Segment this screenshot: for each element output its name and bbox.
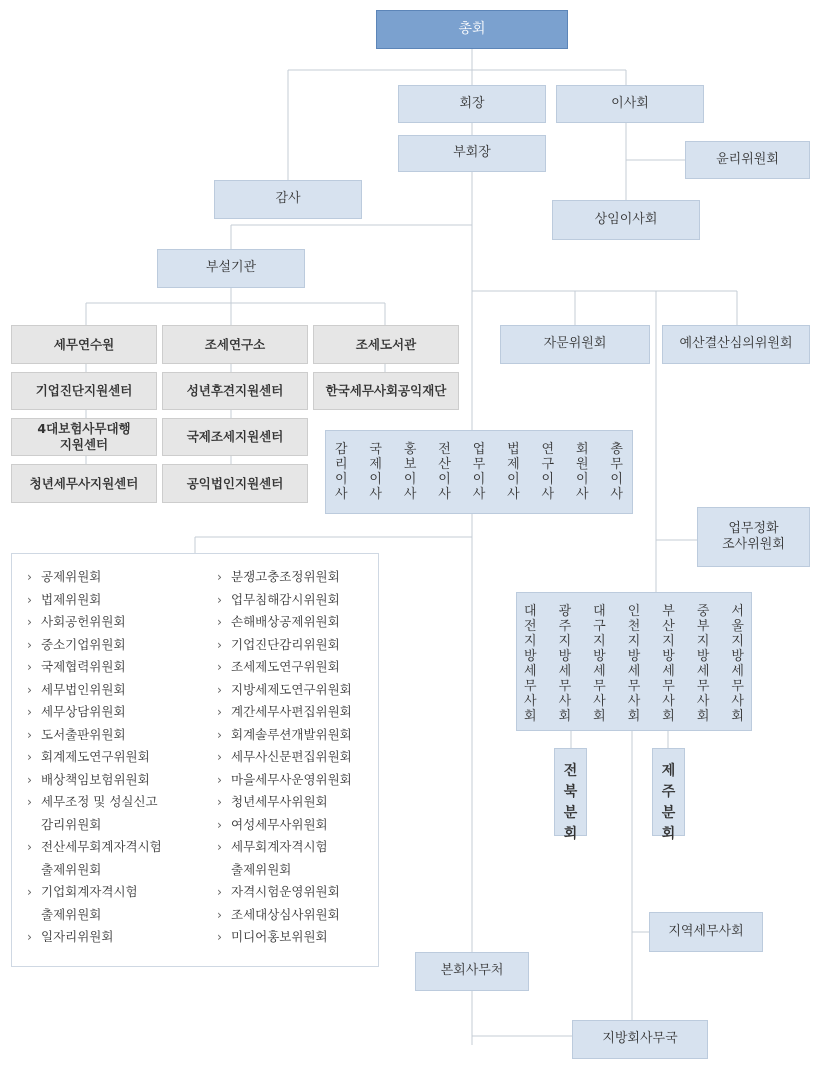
regional-office-box[interactable]	[572, 1020, 708, 1059]
vertical-label: 대 구 지 방 세 무 사 회	[593, 604, 606, 724]
institution-box[interactable]	[162, 464, 308, 503]
institution-label: 세무연수원	[53, 336, 115, 352]
committee-item[interactable]: › 계간세무사편집위원회	[217, 701, 352, 724]
standing-board-label: 상임이사회	[594, 211, 658, 227]
vertical-label: 광 주 지 방 세 무 사 회	[558, 604, 572, 724]
institution-label: 조세도서관	[355, 336, 417, 352]
committee-item[interactable]: › 세무상담위원회	[27, 701, 162, 724]
auditor-box[interactable]	[214, 180, 362, 219]
committee-item[interactable]: › 도서출판위원회	[27, 724, 162, 747]
assembly-label: 총회	[458, 20, 486, 37]
board-label: 이사회	[611, 95, 649, 111]
inspection-label: 업무정화 조사위원회	[722, 520, 785, 552]
auditor-label: 감사	[275, 191, 301, 207]
committee-item[interactable]: › 지방세제도연구위원회	[217, 679, 352, 702]
institution-label: 성년후견지원센터	[186, 383, 284, 399]
vertical-label: 서 울 지 방 세 무 사 회	[731, 604, 744, 724]
head-office-label: 본회사무처	[440, 963, 504, 979]
committee-item[interactable]: › 분쟁고충조정위원회	[217, 566, 352, 589]
vertical-label: 업 무 이 사	[472, 442, 486, 502]
vertical-label: 감 리 이 사	[335, 442, 348, 502]
branch-box-jeonbuk[interactable]	[554, 748, 587, 842]
vertical-label: 중 부 지 방 세 무 사 회	[696, 604, 710, 724]
vertical-label: 제 주 분 회	[661, 763, 676, 842]
committee-item[interactable]: › 마을세무사운영위원회	[217, 769, 352, 792]
vertical-label: 인 천 지 방 세 무 사 회	[627, 604, 641, 724]
institution-label: 공익법인지원센터	[186, 475, 284, 491]
committee-item[interactable]: › 기업진단감리위원회	[217, 634, 352, 657]
institution-box[interactable]	[11, 418, 157, 456]
institution-label: 4대보험사무대행 지원센터	[37, 421, 131, 452]
institution-box[interactable]	[162, 325, 308, 364]
institution-box[interactable]	[313, 325, 459, 364]
advisory-committee-box[interactable]	[500, 325, 650, 364]
institution-box[interactable]	[313, 372, 459, 410]
vertical-label: 대 전 지 방 세 무 사 회	[524, 604, 537, 724]
ethics-label: 윤리위원회	[716, 151, 779, 167]
affiliated-box[interactable]	[157, 249, 305, 288]
committee-item[interactable]: › 조세제도연구위원회	[217, 656, 352, 679]
institution-box[interactable]	[11, 325, 157, 364]
inspection-committee-box[interactable]	[697, 507, 810, 567]
committee-item[interactable]: › 일자리위원회	[27, 926, 162, 949]
vertical-label: 전 산 이 사	[438, 442, 451, 502]
vertical-label: 전 북 분 회	[563, 763, 578, 842]
institution-box[interactable]	[11, 464, 157, 503]
advisory-label: 자문위원회	[543, 336, 607, 352]
committee-item[interactable]: › 법제위원회	[27, 589, 162, 612]
institution-box[interactable]	[162, 372, 308, 410]
affiliated-label: 부설기관	[205, 260, 257, 276]
ethics-committee-box[interactable]	[685, 141, 810, 179]
committee-list-panel	[11, 553, 379, 967]
committee-item[interactable]: › 배상책임보험위원회	[27, 769, 162, 792]
president-box[interactable]	[398, 85, 546, 123]
committee-item[interactable]: › 회계솔루션개발위원회	[217, 724, 352, 747]
vertical-label: 부 산 지 방 세 무 사 회	[662, 604, 675, 724]
vertical-label: 국 제 이 사	[369, 442, 382, 502]
committee-item[interactable]: › 국제협력위원회	[27, 656, 162, 679]
committee-item[interactable]: › 청년세무사위원회	[217, 791, 352, 814]
institution-box[interactable]	[11, 372, 157, 410]
budget-committee-box[interactable]	[662, 325, 810, 364]
regional-societies-panel	[516, 592, 752, 731]
committee-item[interactable]: › 세무회계자격시험 출제위원회	[217, 836, 352, 881]
committee-item[interactable]: › 미디어홍보위원회	[217, 926, 352, 949]
committee-item[interactable]: › 전산세무회계자격시험 출제위원회	[27, 836, 162, 881]
standing-board-box[interactable]	[552, 200, 700, 240]
institution-label: 국제조세지원센터	[186, 429, 284, 445]
assembly-box[interactable]	[376, 10, 568, 49]
committee-item[interactable]: › 손해배상공제위원회	[217, 611, 352, 634]
vertical-label: 법 제 이 사	[507, 442, 520, 502]
committee-item[interactable]: › 업무침해감시위원회	[217, 589, 352, 612]
committee-item[interactable]: › 여성세무사위원회	[217, 814, 352, 837]
board-box[interactable]	[556, 85, 704, 123]
vertical-label: 연 구 이 사	[541, 442, 555, 502]
committee-item[interactable]: › 세무법인위원회	[27, 679, 162, 702]
committee-item[interactable]: › 공제위원회	[27, 566, 162, 589]
vertical-label: 총 무 이 사	[610, 442, 623, 502]
vice-president-label: 부회장	[453, 145, 491, 161]
committee-item[interactable]: › 회계제도연구위원회	[27, 746, 162, 769]
committee-item[interactable]: › 세무조정 및 성실신고 감리위원회	[27, 791, 162, 836]
institution-label: 조세연구소	[204, 336, 266, 352]
branch-box-jeju[interactable]	[652, 748, 685, 842]
committee-list-left	[27, 566, 162, 949]
committee-list-right	[217, 566, 352, 949]
committee-item[interactable]: › 조세대상심사위원회	[217, 904, 352, 927]
regional-tax-label: 지역세무사회	[668, 923, 744, 939]
vice-president-box[interactable]	[398, 135, 546, 172]
institution-label: 청년세무사지원센터	[29, 475, 139, 491]
vertical-label: 회 원 이 사	[575, 442, 589, 502]
budget-label: 예산결산심의위원회	[679, 336, 793, 352]
directors-panel	[325, 430, 633, 514]
institution-box[interactable]	[162, 418, 308, 456]
vertical-label: 홍 보 이 사	[403, 442, 417, 502]
institution-label: 한국세무사회공익재단	[325, 383, 447, 399]
committee-item[interactable]: › 세무사신문편집위원회	[217, 746, 352, 769]
committee-item[interactable]: › 기업회계자격시험 출제위원회	[27, 881, 162, 926]
head-office-box[interactable]	[415, 952, 529, 991]
regional-office-label: 지방회사무국	[602, 1031, 678, 1047]
regional-tax-society-box[interactable]	[649, 912, 763, 952]
committee-item[interactable]: › 사회공헌위원회	[27, 611, 162, 634]
institution-label: 기업진단지원센터	[35, 383, 133, 399]
committee-item[interactable]: › 자격시험운영위원회	[217, 881, 352, 904]
president-label: 회장	[459, 95, 485, 111]
committee-item[interactable]: › 중소기업위원회	[27, 634, 162, 657]
